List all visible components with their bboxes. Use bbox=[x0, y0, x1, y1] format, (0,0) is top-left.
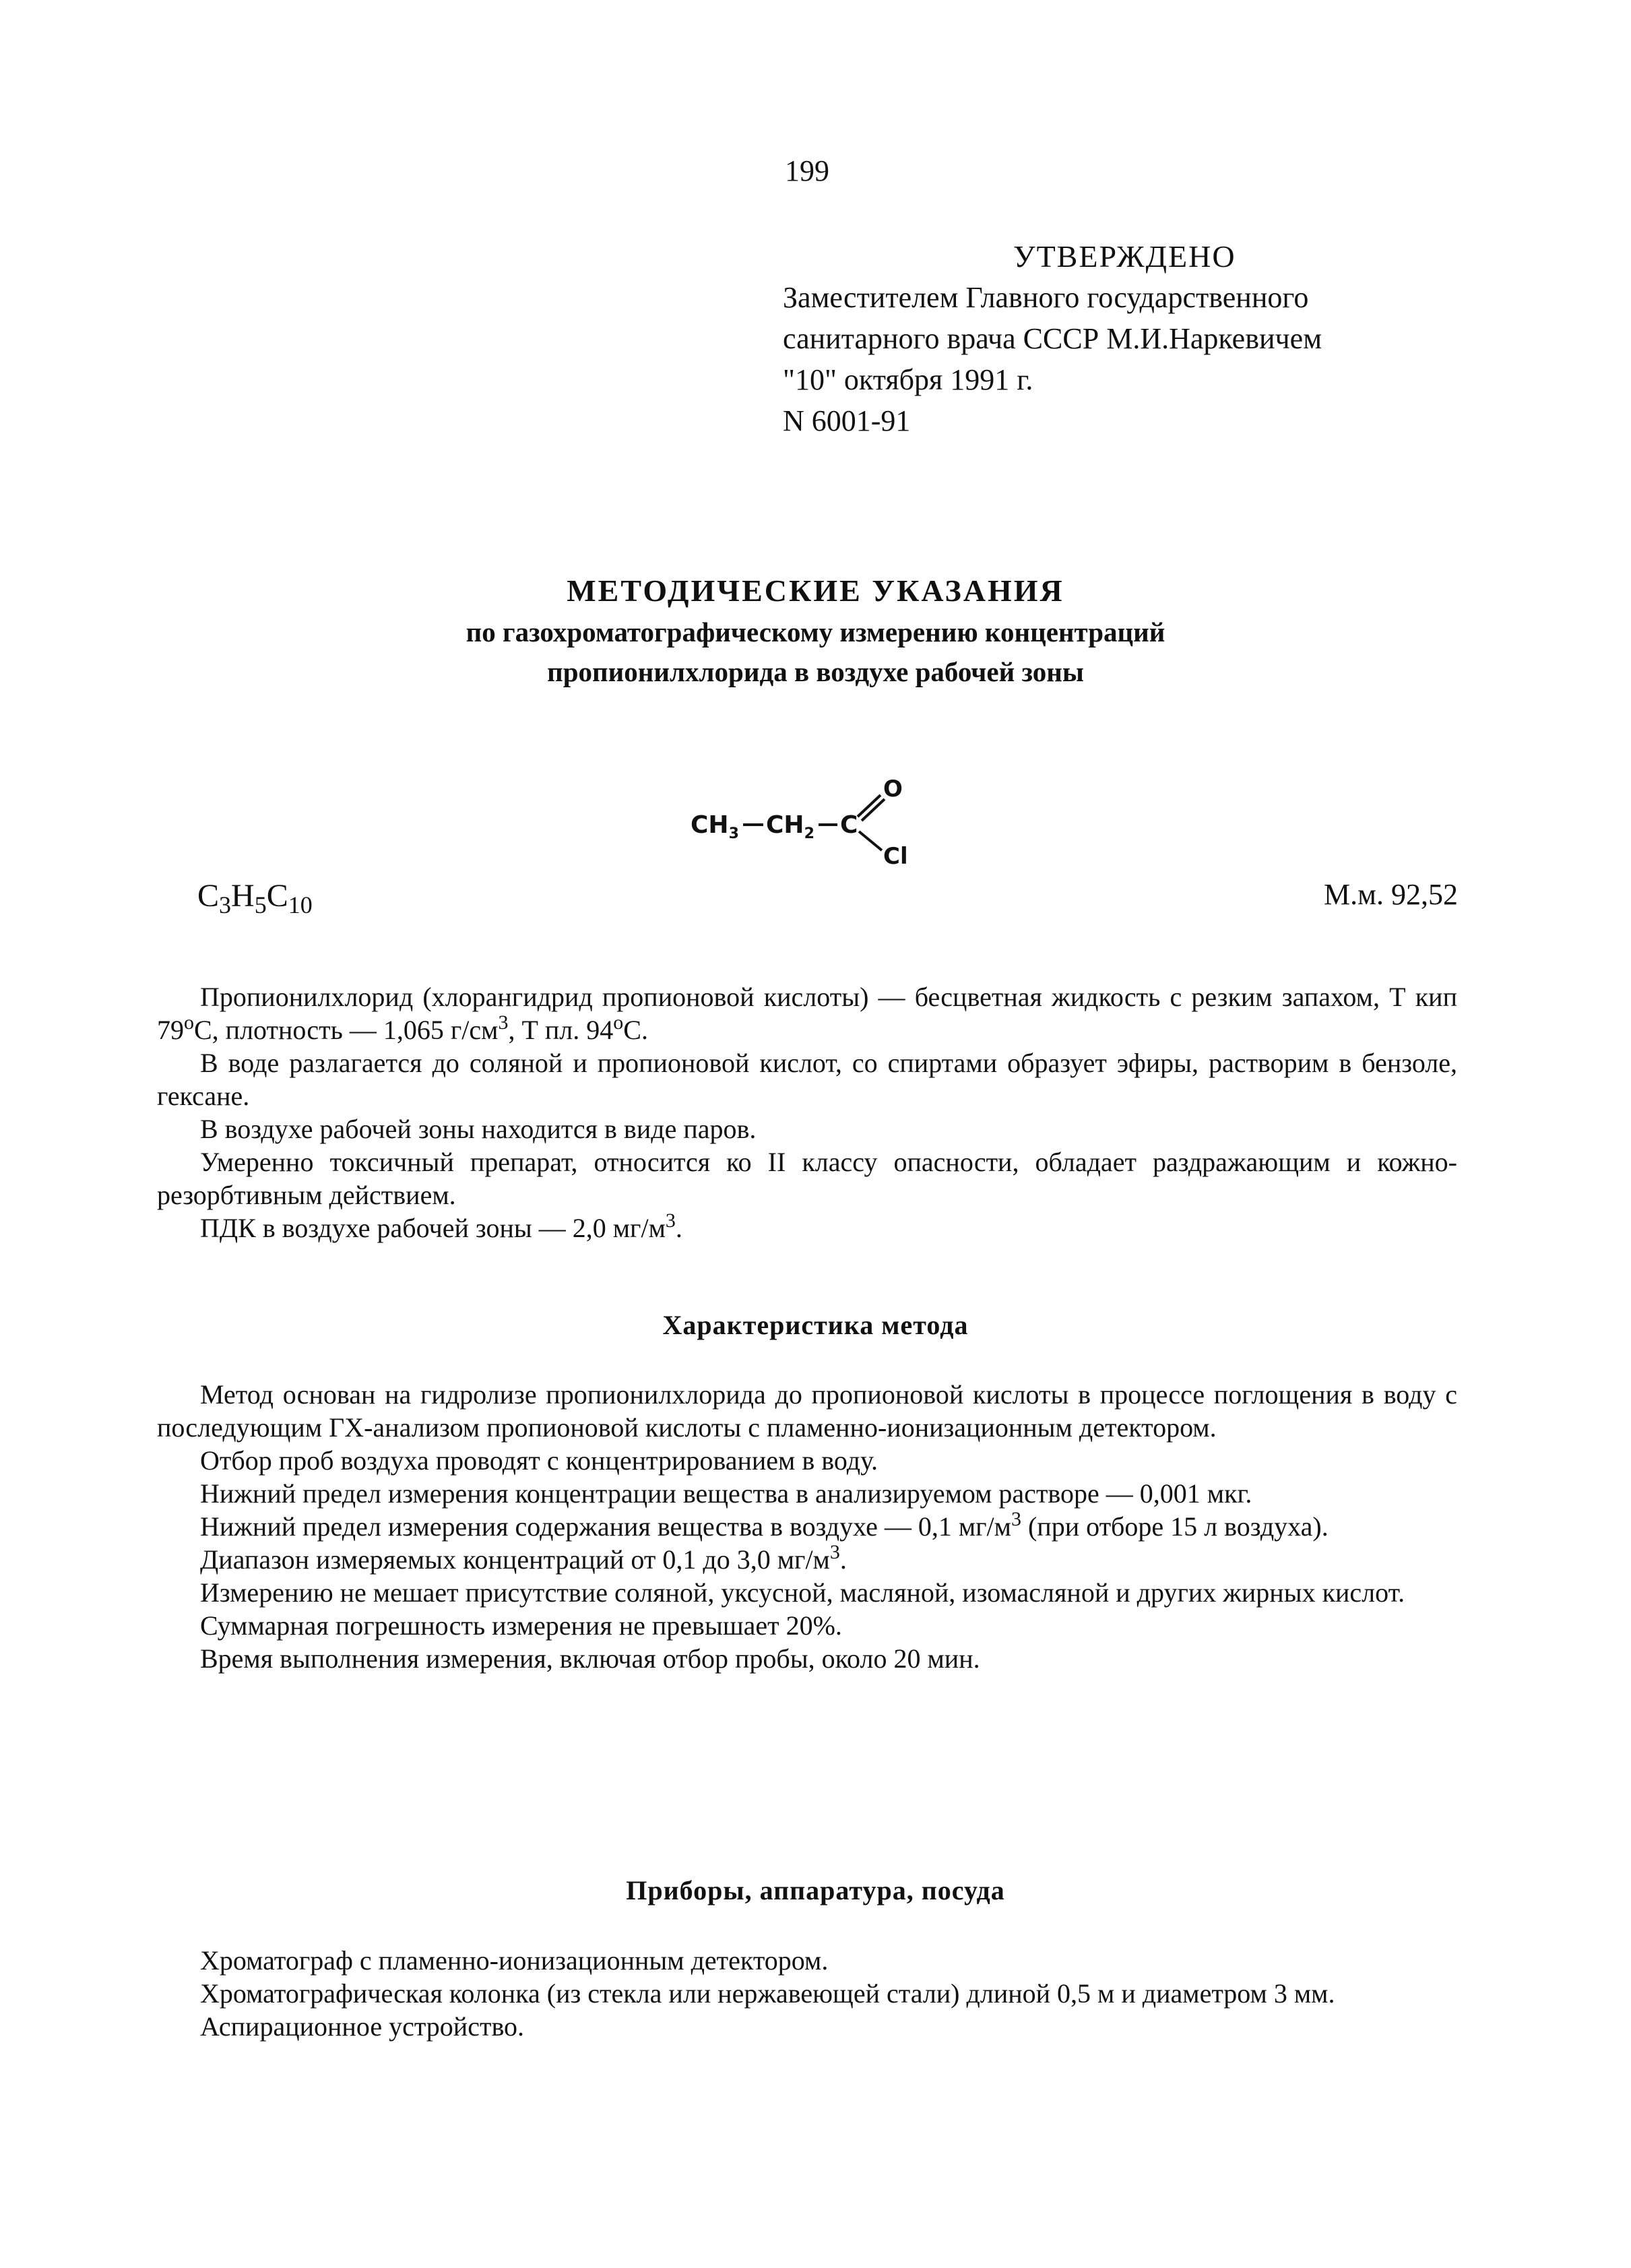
gross-formula: $C_3H_5C_{10}$ bbox=[197, 878, 313, 918]
method-p7: Суммарная погрешность измерения не превышает 20%. bbox=[200, 1610, 842, 1641]
structural-formula bbox=[684, 768, 926, 876]
approval-line-2: санитарного врача СССР М.И.Наркевичем bbox=[783, 322, 1322, 355]
method-p3: Нижний предел измерения концентрации вещества в анализируемом растворе — 0,001 мкг. bbox=[200, 1478, 1252, 1509]
description-p2: В воде разлагается до соляной и пропионовой кислот, со спиртами образует эфиры, растворим в бензоле, гексане. bbox=[157, 1048, 1457, 1111]
description-p5: ПДК в воздухе рабочей зоны — 2,0 $мг/м^3$. bbox=[200, 1209, 682, 1243]
formula-ch2: $CH_2$ bbox=[766, 811, 814, 842]
formula-cl: Cl bbox=[883, 843, 908, 870]
equipment-heading: Приборы, аппаратура, посуда bbox=[626, 1875, 1005, 1905]
method-section bbox=[157, 1378, 1457, 1675]
document-title bbox=[0, 569, 1631, 692]
page-number: 199 bbox=[785, 154, 829, 187]
description-p3: В воздухе рабочей зоны находится в виде паров. bbox=[200, 1114, 757, 1144]
formula-o: O bbox=[883, 776, 903, 802]
title-line-3: пропионилхлорида в воздухе рабочей зоны bbox=[547, 656, 1084, 687]
formula-ch3: $CH_3$ bbox=[691, 811, 739, 842]
molar-mass: М.м. 92,52 bbox=[1324, 878, 1458, 911]
method-p4: Нижний предел измерения содержания вещества в воздухе — 0,1 $мг/м^3$ (при отборе 15 л воздуха). bbox=[200, 1508, 1329, 1542]
approval-line-4: N 6001-91 bbox=[783, 404, 911, 437]
description-section bbox=[157, 980, 1457, 1245]
title-line-2: по газохроматографическому измерению концентраций bbox=[466, 617, 1165, 648]
description-p4: Умеренно токсичный препарат, относится ко II классу опасности, обладает раздражающим и кожно-резорбтивным действием. bbox=[157, 1147, 1457, 1210]
description-p1: Пропионилхлорид (хлорангидрид пропионовой кислоты) — бесцветная жидкость с резким запахом, Т кип $79^оС$, плотность — 1,065 $г/см^3$, Т пл. $94^оС$. bbox=[157, 982, 1457, 1045]
approval-heading: УТВЕРЖДЕНО bbox=[1013, 239, 1236, 274]
method-p1: Метод основан на гидролизе пропионилхлорида до пропионовой кислоты в процессе поглощения в воду с последующим ГХ-анализом пропионовой кислоты с пламенно-ионизационным детектором. bbox=[157, 1379, 1457, 1443]
title-line-1: МЕТОДИЧЕСКИЕ УКАЗАНИЯ bbox=[567, 573, 1064, 608]
bond-line bbox=[859, 831, 882, 850]
method-p5: Диапазон измеряемых концентраций от 0,1 до 3,0 $мг/м^3$. bbox=[200, 1541, 847, 1575]
method-p2: Отбор проб воздуха проводят с концентрированием в воду. bbox=[200, 1445, 878, 1476]
equipment-p2: Хроматографическая колонка (из стекла или нержавеющей стали) длиной 0,5 м и диаметром 3 мм. bbox=[200, 1978, 1335, 2009]
method-p6: Измерению не мешает присутствие соляной, уксусной, масляной, изомасляной и других жирных кислот. bbox=[200, 1577, 1405, 1608]
approval-block bbox=[783, 236, 1322, 441]
equipment-p1: Хроматограф с пламенно-ионизационным детектором. bbox=[200, 1945, 829, 1976]
formula-c: C bbox=[840, 811, 858, 839]
method-p8: Время выполнения измерения, включая отбор пробы, около 20 мин. bbox=[200, 1643, 980, 1674]
equipment-p3: Аспирационное устройство. bbox=[200, 2011, 525, 2042]
method-heading: Характеристика метода bbox=[662, 1310, 969, 1340]
equipment-section bbox=[157, 1944, 1457, 2043]
approval-line-1: Заместителем Главного государственного bbox=[783, 281, 1309, 314]
approval-line-3: "10" октября 1991 г. bbox=[783, 363, 1033, 396]
